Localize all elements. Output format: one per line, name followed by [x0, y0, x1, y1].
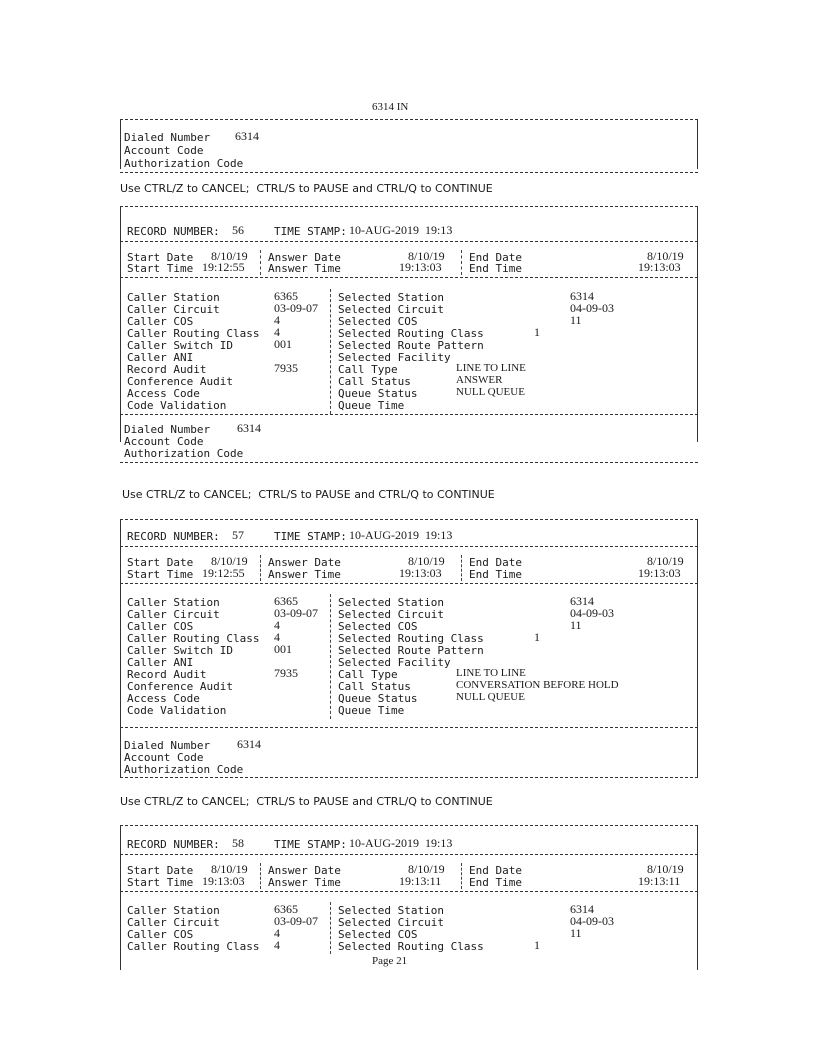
divider — [120, 172, 698, 173]
caller-station-value: 6365 — [274, 902, 298, 916]
divider — [120, 519, 121, 755]
caller-routing-class-label: Caller Routing Class — [127, 940, 260, 953]
divider — [120, 277, 698, 278]
caller-circuit-label: Caller Circuit — [127, 916, 220, 929]
account-code-label: Account Code — [124, 435, 204, 448]
caller-routing-class-value: 4 — [274, 630, 280, 644]
selected-route-pattern-label: Selected Route Pattern — [338, 339, 484, 352]
call-status-value: ANSWER — [456, 374, 503, 386]
selected-circuit-label: Selected Circuit — [338, 916, 444, 929]
divider — [260, 555, 261, 581]
queue-status-value: NULL QUEUE — [456, 691, 525, 703]
end-date-value: 8/10/19 — [647, 249, 684, 263]
answer-date-value: 8/10/19 — [408, 862, 445, 876]
divider — [120, 583, 698, 584]
record-number-label: RECORD NUMBER: — [127, 838, 220, 851]
caller-circuit-label: Caller Circuit — [127, 608, 220, 621]
divider — [120, 462, 698, 463]
call-type-label: Call Type — [338, 363, 398, 376]
answer-time-value: 19:13:11 — [399, 874, 442, 888]
divider — [697, 119, 698, 169]
page-number: Page 21 — [372, 955, 408, 967]
selected-station-value: 6314 — [570, 594, 594, 608]
time-stamp-label: TIME STAMP: — [274, 225, 347, 238]
answer-time-label: Answer Time — [268, 568, 341, 581]
call-type-value: LINE TO LINE — [456, 362, 526, 374]
divider — [120, 777, 698, 778]
selected-facility-label: Selected Facility — [338, 656, 451, 669]
continue-note: Use CTRL/Z to CANCEL; CTRL/S to PAUSE and CTRL/Q to CONTINUE — [120, 795, 493, 808]
selected-cos-label: Selected COS — [338, 620, 418, 633]
queue-status-label: Queue Status — [338, 692, 418, 705]
caller-station-label: Caller Station — [127, 291, 220, 304]
caller-cos-value: 4 — [274, 926, 280, 940]
divider — [120, 854, 698, 855]
call-status-label: Call Status — [338, 375, 411, 388]
selected-circuit-value: 04-09-03 — [570, 301, 614, 315]
dialed-number-value: 6314 — [237, 737, 261, 751]
time-stamp-label: TIME STAMP: — [274, 530, 347, 543]
selected-station-value: 6314 — [570, 289, 594, 303]
end-time-label: End Time — [469, 568, 522, 581]
queue-time-label: Queue Time — [338, 399, 405, 412]
divider — [120, 825, 698, 826]
caller-cos-label: Caller COS — [127, 620, 194, 633]
caller-cos-value: 4 — [274, 618, 280, 632]
start-time-label: Start Time — [127, 876, 194, 889]
caller-circuit-value: 03-09-07 — [274, 914, 318, 928]
divider — [120, 891, 698, 892]
start-date-value: 8/10/19 — [211, 249, 248, 263]
divider — [697, 727, 698, 777]
caller-circuit-label: Caller Circuit — [127, 303, 220, 316]
divider — [330, 594, 331, 719]
record-number-label: RECORD NUMBER: — [127, 225, 220, 238]
divider — [260, 250, 261, 275]
selected-circuit-value: 04-09-03 — [570, 606, 614, 620]
record-number-value: 58 — [232, 836, 244, 850]
divider — [120, 727, 121, 777]
access-code-label: Access Code — [127, 387, 200, 400]
divider — [697, 519, 698, 755]
start-time-value: 19:13:03 — [202, 874, 245, 888]
divider — [330, 289, 331, 414]
selected-routing-class-value: 1 — [534, 938, 540, 952]
selected-routing-class-label: Selected Routing Class — [338, 327, 484, 340]
caller-routing-class-value: 4 — [274, 325, 280, 339]
caller-routing-class-label: Caller Routing Class — [127, 632, 260, 645]
selected-station-value: 6314 — [570, 902, 594, 916]
call-status-value: CONVERSATION BEFORE HOLD — [456, 679, 619, 691]
start-date-label: Start Date — [127, 864, 194, 877]
caller-station-label: Caller Station — [127, 596, 220, 609]
selected-routing-class-value: 1 — [534, 325, 540, 339]
record-number-value: 56 — [232, 223, 244, 237]
start-date-value: 8/10/19 — [211, 862, 248, 876]
selected-cos-label: Selected COS — [338, 928, 418, 941]
answer-date-label: Answer Date — [268, 556, 341, 569]
divider — [120, 825, 121, 970]
end-date-label: End Date — [469, 864, 522, 877]
answer-time-value: 19:13:03 — [399, 566, 442, 580]
selected-cos-value: 11 — [570, 926, 582, 940]
page-title: 6314 IN — [372, 101, 409, 113]
end-time-value: 19:13:11 — [638, 874, 681, 888]
record-number-label: RECORD NUMBER: — [127, 530, 220, 543]
divider — [120, 727, 698, 728]
answer-date-value: 8/10/19 — [408, 554, 445, 568]
queue-status-value: NULL QUEUE — [456, 386, 525, 398]
caller-switch-id-label: Caller Switch ID — [127, 644, 233, 657]
end-time-value: 19:13:03 — [638, 260, 681, 274]
authorization-code-label: Authorization Code — [124, 157, 244, 170]
divider — [697, 825, 698, 970]
divider — [330, 902, 331, 954]
conference-audit-label: Conference Audit — [127, 375, 233, 388]
time-stamp-value: 10-AUG-2019 19:13 — [349, 223, 453, 237]
divider — [120, 119, 698, 120]
caller-circuit-value: 03-09-07 — [274, 301, 318, 315]
time-stamp-label: TIME STAMP: — [274, 838, 347, 851]
queue-time-label: Queue Time — [338, 704, 405, 717]
selected-circuit-label: Selected Circuit — [338, 303, 444, 316]
answer-time-label: Answer Time — [268, 876, 341, 889]
start-date-label: Start Date — [127, 251, 194, 264]
call-type-value: LINE TO LINE — [456, 667, 526, 679]
divider — [120, 546, 698, 547]
caller-ani-label: Caller ANI — [127, 351, 194, 364]
answer-time-label: Answer Time — [268, 262, 341, 275]
continue-note: Use CTRL/Z to CANCEL; CTRL/S to PAUSE and CTRL/Q to CONTINUE — [122, 488, 495, 501]
start-time-label: Start Time — [127, 568, 194, 581]
caller-ani-label: Caller ANI — [127, 656, 194, 669]
end-date-value: 8/10/19 — [647, 862, 684, 876]
caller-routing-class-label: Caller Routing Class — [127, 327, 260, 340]
caller-station-label: Caller Station — [127, 904, 220, 917]
selected-station-label: Selected Station — [338, 291, 444, 304]
dialed-number-value: 6314 — [235, 129, 259, 143]
divider — [120, 241, 698, 242]
end-time-label: End Time — [469, 262, 522, 275]
selected-cos-label: Selected COS — [338, 315, 418, 328]
call-status-label: Call Status — [338, 680, 411, 693]
caller-switch-id-value: 001 — [274, 337, 292, 351]
divider — [120, 414, 698, 415]
start-time-value: 19:12:55 — [202, 566, 245, 580]
queue-status-label: Queue Status — [338, 387, 418, 400]
divider — [120, 206, 698, 207]
account-code-label: Account Code — [124, 751, 204, 764]
start-time-label: Start Time — [127, 262, 194, 275]
selected-cos-value: 11 — [570, 313, 582, 327]
record-audit-label: Record Audit — [127, 363, 207, 376]
caller-cos-value: 4 — [274, 313, 280, 327]
selected-circuit-label: Selected Circuit — [338, 608, 444, 621]
divider — [120, 519, 698, 520]
caller-cos-label: Caller COS — [127, 315, 194, 328]
caller-station-value: 6365 — [274, 289, 298, 303]
record-number-value: 57 — [232, 528, 244, 542]
divider — [461, 250, 462, 275]
access-code-label: Access Code — [127, 692, 200, 705]
divider — [461, 555, 462, 581]
end-date-label: End Date — [469, 251, 522, 264]
time-stamp-value: 10-AUG-2019 19:13 — [349, 836, 453, 850]
selected-circuit-value: 04-09-03 — [570, 914, 614, 928]
selected-station-label: Selected Station — [338, 596, 444, 609]
answer-time-value: 19:13:03 — [399, 260, 442, 274]
end-time-value: 19:13:03 — [638, 566, 681, 580]
selected-routing-class-label: Selected Routing Class — [338, 632, 484, 645]
dialed-number-label: Dialed Number — [124, 423, 211, 436]
dialed-number-label: Dialed Number — [124, 131, 211, 144]
code-validation-label: Code Validation — [127, 704, 227, 717]
selected-facility-label: Selected Facility — [338, 351, 451, 364]
answer-date-label: Answer Date — [268, 251, 341, 264]
caller-switch-id-label: Caller Switch ID — [127, 339, 233, 352]
record-audit-value: 7935 — [274, 666, 298, 680]
account-code-label: Account Code — [124, 144, 204, 157]
end-time-label: End Time — [469, 876, 522, 889]
divider — [120, 119, 121, 169]
authorization-code-label: Authorization Code — [124, 763, 244, 776]
selected-cos-value: 11 — [570, 618, 582, 632]
record-audit-label: Record Audit — [127, 668, 207, 681]
caller-circuit-value: 03-09-07 — [274, 606, 318, 620]
divider — [260, 863, 261, 889]
time-stamp-value: 10-AUG-2019 19:13 — [349, 528, 453, 542]
start-date-label: Start Date — [127, 556, 194, 569]
selected-routing-class-value: 1 — [534, 630, 540, 644]
authorization-code-label: Authorization Code — [124, 447, 244, 460]
call-type-label: Call Type — [338, 668, 398, 681]
divider — [461, 863, 462, 889]
start-time-value: 19:12:55 — [202, 260, 245, 274]
start-date-value: 8/10/19 — [211, 554, 248, 568]
answer-date-value: 8/10/19 — [408, 249, 445, 263]
dialed-number-label: Dialed Number — [124, 739, 211, 752]
answer-date-label: Answer Date — [268, 864, 341, 877]
continue-note: Use CTRL/Z to CANCEL; CTRL/S to PAUSE and CTRL/Q to CONTINUE — [120, 182, 493, 195]
end-date-label: End Date — [469, 556, 522, 569]
selected-routing-class-label: Selected Routing Class — [338, 940, 484, 953]
dialed-number-value: 6314 — [237, 421, 261, 435]
caller-switch-id-value: 001 — [274, 642, 292, 656]
selected-route-pattern-label: Selected Route Pattern — [338, 644, 484, 657]
caller-station-value: 6365 — [274, 594, 298, 608]
end-date-value: 8/10/19 — [647, 554, 684, 568]
caller-routing-class-value: 4 — [274, 938, 280, 952]
record-audit-value: 7935 — [274, 361, 298, 375]
code-validation-label: Code Validation — [127, 399, 227, 412]
caller-cos-label: Caller COS — [127, 928, 194, 941]
conference-audit-label: Conference Audit — [127, 680, 233, 693]
selected-station-label: Selected Station — [338, 904, 444, 917]
